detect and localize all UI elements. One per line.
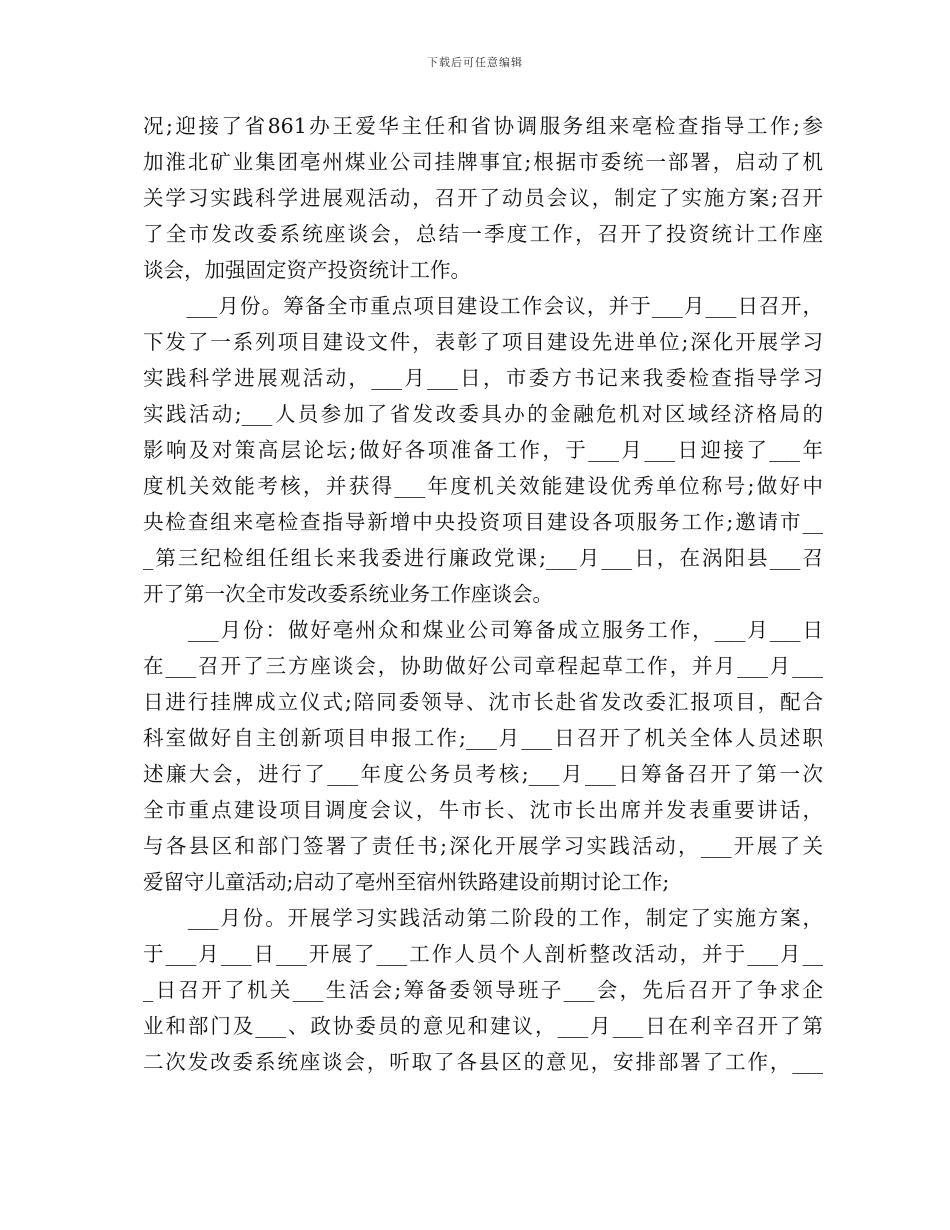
text-line: 述廉大会，进行了___年度公务员考核;___月___日筹备召开了第一次 [143, 762, 823, 786]
text-line: 日进行挂牌成立仪式;陪同委领导、沈市长赴省发改委汇报项目，配合 [143, 690, 823, 714]
text-line: 二次发改委系统座谈会，听取了各县区的意见，安排部署了工作，___ [143, 1050, 823, 1074]
text-line: ___月份。筹备全市重点项目建设工作会议，并于___月___日召开， [143, 294, 823, 318]
text-line: 谈会，加强固定资产投资统计工作。 [143, 258, 471, 282]
text-line: 关学习实践科学进展观活动，召开了动员会议，制定了实施方案;召开 [143, 186, 823, 210]
text-line: 全市重点建设项目调度会议，牛市长、沈市长出席并发表重要讲话， [143, 798, 823, 822]
text-line: _第三纪检组任组长来我委进行廉政党课;___月___日，在涡阳县___召 [143, 546, 823, 570]
page-header: 下载后可任意编辑 [427, 56, 523, 69]
text-line: 开了第一次全市发改委系统业务工作座谈会。 [143, 582, 553, 606]
text-line: ___月份。开展学习实践活动第二阶段的工作，制定了实施方案， [143, 906, 823, 930]
body-text [143, 108, 823, 1080]
text-line: 科室做好自主创新项目申报工作;___月___日召开了机关全体人员述职 [143, 726, 823, 750]
text-line: 加淮北矿业集团亳州煤业公司挂牌事宜;根据市委统一部署，启动了机 [143, 150, 823, 174]
text-line: ___月份：做好亳州众和煤业公司筹备成立服务工作，___月___日 [143, 618, 823, 642]
text-line: 业和部门及___、政协委员的意见和建议，___月___日在利辛召开了第 [143, 1014, 823, 1038]
text-line: 央检查组来亳检查指导新增中央投资项目建设各项服务工作;邀请市__ [143, 510, 823, 534]
text-line: 在___召开了三方座谈会，协助做好公司章程起草工作，并月___月___ [143, 654, 823, 678]
text-line: 况;迎接了省861办王爱华主任和省协调服务组来亳检查指导工作;参 [143, 114, 823, 138]
text-line: 与各县区和部门签署了责任书;深化开展学习实践活动，___开展了关 [143, 834, 823, 858]
text-line: 影响及对策高层论坛;做好各项准备工作，于___月___日迎接了___年 [143, 438, 823, 462]
text-line: _日召开了机关___生活会;筹备委领导班子___会，先后召开了争求企 [143, 978, 823, 1002]
text-line: 爱留守儿童活动;启动了亳州至宿州铁路建设前期讨论工作; [143, 870, 670, 894]
text-line: 度机关效能考核，并获得___年度机关效能建设优秀单位称号;做好中 [143, 474, 823, 498]
text-line: 实践科学进展观活动，___月___日，市委方书记来我委检查指导学习 [143, 366, 823, 390]
text-line: 了全市发改委系统座谈会，总结一季度工作，召开了投资统计工作座 [143, 222, 823, 246]
text-line: 实践活动;___人员参加了省发改委具办的金融危机对区域经济格局的 [143, 402, 823, 426]
text-line: 下发了一系列项目建设文件，表彰了项目建设先进单位;深化开展学习 [143, 330, 823, 354]
text-line: 于___月___日___开展了___工作人员个人剖析整改活动，并于___月__ [143, 942, 823, 966]
